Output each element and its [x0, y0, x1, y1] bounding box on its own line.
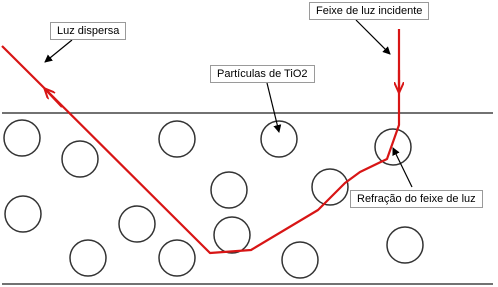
particle: [62, 141, 98, 177]
particle: [119, 206, 155, 242]
particle: [159, 121, 195, 157]
particle: [5, 196, 41, 232]
scattered-light-label: Luz dispersa: [50, 22, 126, 40]
particle: [282, 242, 318, 278]
particles-label: Partículas de TiO2: [210, 65, 315, 83]
light-beam-path: [2, 29, 399, 253]
particle: [214, 217, 250, 253]
particle: [159, 240, 195, 276]
particle: [70, 240, 106, 276]
particle: [211, 172, 247, 208]
particle: [4, 120, 40, 156]
scattered-beam-arrow: [45, 89, 62, 107]
particle: [312, 169, 348, 205]
incident-beam-pointer: [356, 20, 390, 54]
scattered-light-pointer: [45, 40, 72, 62]
particle: [387, 227, 423, 263]
particle: [375, 129, 411, 165]
particle: [261, 121, 297, 157]
refraction-label: Refração do feixe de luz: [350, 190, 483, 208]
incident-beam-label: Feixe de luz incidente: [309, 2, 429, 20]
